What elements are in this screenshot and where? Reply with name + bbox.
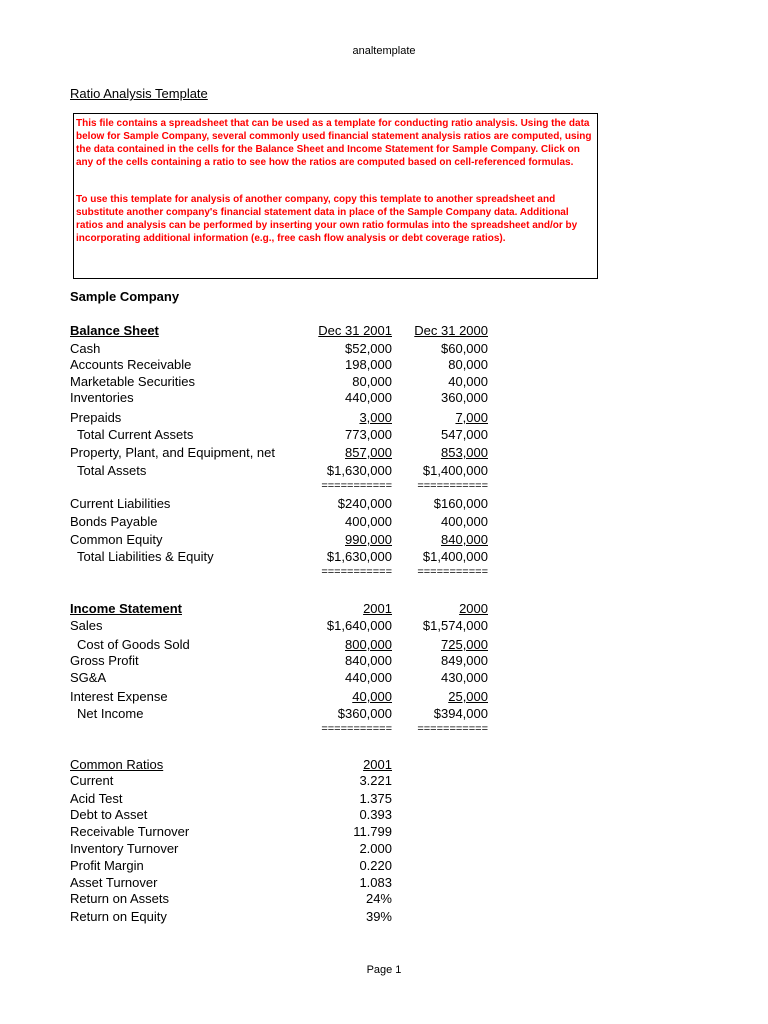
table-row: [0, 549, 768, 566]
cell-value: 198,000: [345, 357, 392, 372]
cell-value: 857,000: [345, 445, 392, 460]
balance-sheet-header-row: [0, 323, 768, 340]
ratios-header-row: [0, 757, 768, 774]
cell-value: 1.375: [359, 791, 392, 806]
cell-value: $360,000: [337, 706, 392, 721]
row-label: Common Equity: [70, 532, 163, 547]
row-label: Return on Assets: [70, 891, 169, 906]
cell-value: 840,000: [441, 532, 488, 547]
table-row: [0, 496, 768, 513]
cell-value: 849,000: [441, 653, 488, 668]
cell-value: 0.393: [359, 807, 392, 822]
row-label: Interest Expense: [70, 689, 168, 704]
column-header: 2000: [459, 601, 488, 616]
column-header: Dec 31 2001: [318, 323, 392, 338]
cell-value: 80,000: [352, 374, 392, 389]
cell-value: $1,630,000: [326, 549, 392, 564]
row-label: Acid Test: [70, 791, 123, 806]
cell-value: 40,000: [352, 689, 392, 704]
row-label: Accounts Receivable: [70, 357, 192, 372]
row-label: Total Assets: [77, 463, 147, 478]
cell-value: 0.220: [359, 858, 392, 873]
cell-value: 400,000: [345, 514, 392, 529]
table-row: [0, 463, 768, 480]
table-row: [0, 824, 768, 841]
income-statement-heading: Income Statement: [70, 601, 182, 616]
row-label: Inventory Turnover: [70, 841, 179, 856]
cell-value: 360,000: [441, 390, 488, 405]
page-title: Ratio Analysis Template: [70, 86, 208, 101]
cell-value: $60,000: [441, 341, 488, 356]
double-rule: [0, 723, 768, 735]
row-label: Total Current Assets: [77, 427, 194, 442]
cell-value: 2.000: [359, 841, 392, 856]
table-row: [0, 532, 768, 549]
row-label: Gross Profit: [70, 653, 139, 668]
table-row: [0, 374, 768, 391]
cell-value: 80,000: [448, 357, 488, 372]
column-header: 2001: [363, 601, 392, 616]
table-row: [0, 653, 768, 670]
cell-value: $1,630,000: [326, 463, 392, 478]
double-rule-text: ===========: [417, 723, 488, 735]
column-header: 2001: [363, 757, 392, 772]
double-rule-text: ===========: [321, 480, 392, 492]
cell-value: $160,000: [433, 496, 488, 511]
cell-value: 853,000: [441, 445, 488, 460]
row-label: Marketable Securities: [70, 374, 195, 389]
cell-value: $1,400,000: [422, 549, 488, 564]
table-row: [0, 858, 768, 875]
row-label: Prepaids: [70, 410, 122, 425]
table-row: [0, 706, 768, 723]
double-rule-text: ===========: [417, 566, 488, 578]
cell-value: 800,000: [345, 637, 392, 652]
table-row: [0, 689, 768, 706]
cell-value: $1,574,000: [422, 618, 488, 633]
cell-value: $394,000: [433, 706, 488, 721]
table-row: [0, 357, 768, 374]
cell-value: 40,000: [448, 374, 488, 389]
row-label: Receivable Turnover: [70, 824, 190, 839]
row-label: Bonds Payable: [70, 514, 158, 529]
cell-value: $1,400,000: [422, 463, 488, 478]
table-row: [0, 891, 768, 908]
row-label: Current Liabilities: [70, 496, 171, 511]
company-name: Sample Company: [70, 289, 180, 304]
row-label: Cash: [70, 341, 101, 356]
balance-sheet-heading: Balance Sheet: [70, 323, 159, 338]
row-label: Current: [70, 773, 114, 788]
income-statement-header-row: [0, 601, 768, 618]
ratios-heading: Common Ratios: [70, 757, 164, 772]
column-header: Dec 31 2000: [414, 323, 488, 338]
table-row: [0, 410, 768, 427]
cell-value: 840,000: [345, 653, 392, 668]
cell-value: 725,000: [441, 637, 488, 652]
table-row: [0, 427, 768, 444]
instructions-paragraph-2: To use this template for analysis of another company, copy this template to another spreadsheet and substitute another company's financial statement data in place of the Sample Company data. Additional ratios and analysis can be performed by inserting your own ratio formulas into the spreadsheet and/or by incorporating additional information (e.g., free cash flow analysis or debt coverage ratios).: [76, 194, 578, 244]
instructions-paragraph-1: This file contains a spreadsheet that can be used as a template for conducting ratio analysis. Using the data below for Sample Company, several commonly used financial statement analysis ratios are computed, using the data contained in the cells for the Balance Sheet and Income Statement for Sample Company. Click on any of the cells containing a ratio to see how the ratios are computed based on cell-referenced formulas.: [76, 118, 592, 168]
cell-value: 990,000: [345, 532, 392, 547]
double-rule: [0, 566, 768, 578]
row-label: Inventories: [70, 390, 134, 405]
cell-value: $240,000: [337, 496, 392, 511]
double-rule: [0, 480, 768, 492]
cell-value: 440,000: [345, 390, 392, 405]
cell-value: $1,640,000: [326, 618, 392, 633]
cell-value: 430,000: [441, 670, 488, 685]
row-label: Property, Plant, and Equipment, net: [70, 445, 275, 460]
table-row: [0, 909, 768, 926]
row-label: Return on Equity: [70, 909, 167, 924]
table-row: [0, 841, 768, 858]
row-label: Sales: [70, 618, 103, 633]
row-label: Asset Turnover: [70, 875, 158, 890]
table-row: [0, 445, 768, 462]
double-rule-text: ===========: [321, 566, 392, 578]
cell-value: 24%: [365, 891, 392, 906]
row-label: Profit Margin: [70, 858, 144, 873]
table-row: [0, 773, 768, 790]
double-rule-text: ===========: [417, 480, 488, 492]
table-row: [0, 670, 768, 687]
table-row: [0, 791, 768, 808]
cell-value: 1.083: [359, 875, 392, 890]
cell-value: 773,000: [345, 427, 392, 442]
cell-value: 440,000: [345, 670, 392, 685]
table-row: [0, 341, 768, 358]
cell-value: 3,000: [359, 410, 392, 425]
cell-value: 547,000: [441, 427, 488, 442]
table-row: [0, 618, 768, 635]
row-label: SG&A: [70, 670, 107, 685]
cell-value: 7,000: [455, 410, 488, 425]
table-row: [0, 637, 768, 654]
table-row: [0, 514, 768, 531]
table-row: [0, 390, 768, 407]
table-row: [0, 807, 768, 824]
cell-value: 400,000: [441, 514, 488, 529]
cell-value: 25,000: [448, 689, 488, 704]
double-rule-text: ===========: [321, 723, 392, 735]
cell-value: 39%: [365, 909, 392, 924]
row-label: Net Income: [77, 706, 144, 721]
row-label: Total Liabilities & Equity: [77, 549, 214, 564]
row-label: Debt to Asset: [70, 807, 148, 822]
cell-value: 11.799: [353, 824, 392, 839]
cell-value: $52,000: [345, 341, 392, 356]
page-header: analtemplate: [352, 45, 416, 57]
page-footer: Page 1: [366, 964, 402, 976]
table-row: [0, 875, 768, 892]
cell-value: 3.221: [359, 773, 392, 788]
row-label: Cost of Goods Sold: [77, 637, 190, 652]
